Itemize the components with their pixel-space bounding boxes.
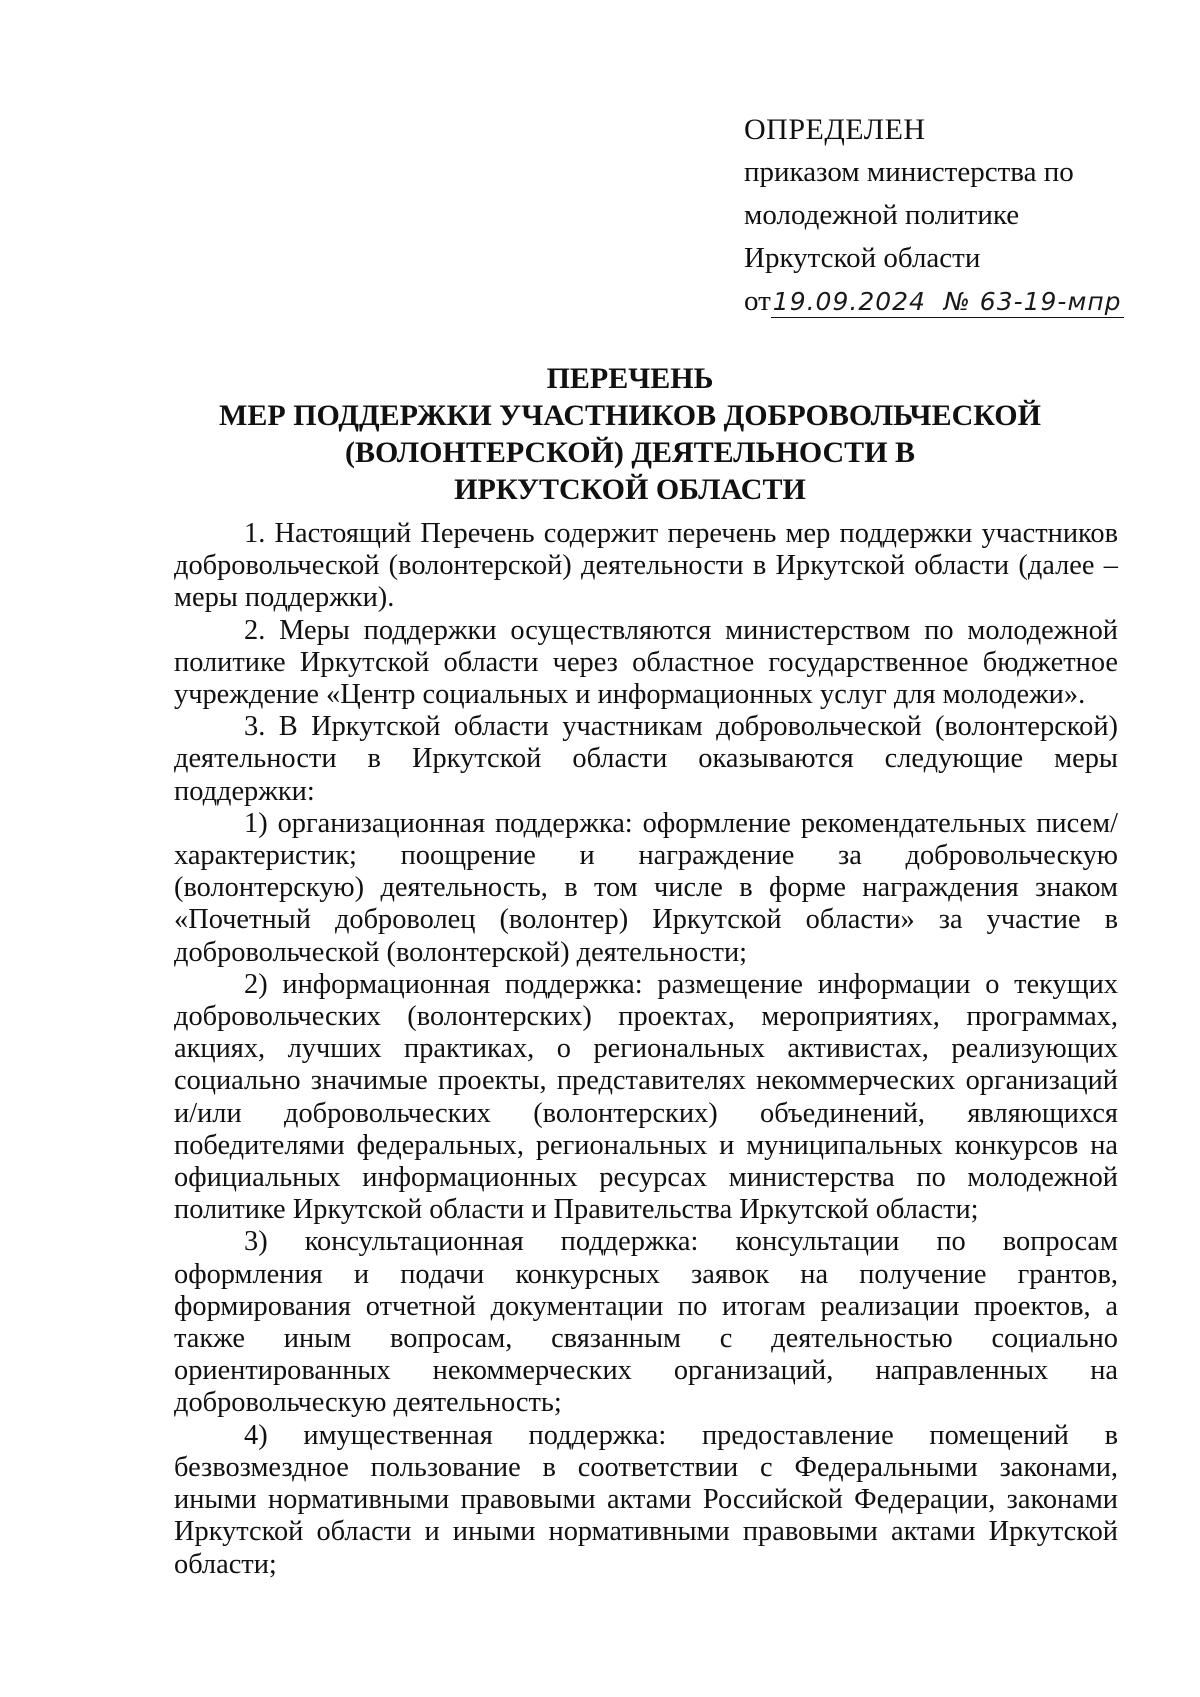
handwritten-date-value: 19.09.2024 <box>772 287 926 316</box>
paragraph-3-1: 1) организационная поддержка: оформление рекомендательных писем/характеристик; поощрение и награждение за добровольческую (волонтерскую) деятельность, в том числе в форме награждения знаком «Почетный доброволец (волонтер) Иркутской области» за участие в добровольческой (волонтерской) деятельности; <box>174 807 1118 968</box>
title-line-3: (ВОЛОНТЕРСКОЙ) ДЕЯТЕЛЬНОСТИ В <box>344 436 916 469</box>
title-line-1: ПЕРЕЧЕНЬ <box>546 362 714 395</box>
approval-date-line <box>744 280 1164 323</box>
document-body <box>174 518 1118 1581</box>
approval-heading: ОПРЕДЕЛЕН <box>744 113 926 146</box>
title-line-4: ИРКУТСКОЙ ОБЛАСТИ <box>454 473 806 506</box>
paragraph-3-3: 3) консультационная поддержка: консультации по вопросам оформления и подачи конкурсных заявок на получение грантов, формирования отчетной документации по итогам реализации проектов, а также иным вопросам, связанным с деятельностью социально ориентированных некоммерческих организаций, направленных на добровольческую деятельность; <box>174 1226 1118 1419</box>
paragraph-3-2: 2) информационная поддержка: размещение информации о текущих добровольческих (волонтерских) проектах, мероприятиях, программах, акциях, лучших практиках, о региональных активистах, реализующих социально значимые проекты, представителях некоммерческих организаций и/или добровольческих (волонтерских) объединений, являющихся победителями федеральных, региональных и муниципальных конкурсов на официальных информационных ресурсах министерства по молодежной политике Иркутской области и Правительства Иркутской области; <box>174 968 1118 1226</box>
title-line-2: МЕР ПОДДЕРЖКИ УЧАСТНИКОВ ДОБРОВОЛЬЧЕСКОЙ <box>219 399 1041 432</box>
document-title <box>150 360 1110 508</box>
approval-region-line: Иркутской области <box>744 242 981 274</box>
approval-order-line: приказом министерства по <box>744 156 1074 188</box>
approval-ministry-line: молодежной политике <box>744 199 1020 231</box>
handwritten-date <box>771 287 1124 318</box>
handwritten-order-number: № 63-19-мпр <box>943 287 1122 316</box>
paragraph-1: 1. Настоящий Перечень содержит перечень мер поддержки участников добровольческой (волонтерской) деятельности в Иркутской области (далее – меры поддержки). <box>174 518 1118 614</box>
approval-stamp <box>744 108 1164 323</box>
paragraph-3: 3. В Иркутской области участникам добровольческой (волонтерской) деятельности в Иркутской области оказываются следующие меры поддержки: <box>174 711 1118 807</box>
paragraph-2: 2. Меры поддержки осуществляются министерством по молодежной политике Иркутской области через областное государственное бюджетное учреждение «Центр социальных и информационных услуг для молодежи». <box>174 614 1118 711</box>
paragraph-3-4: 4) имущественная поддержка: предоставление помещений в безвозмездное пользование в соответствии с Федеральными законами, иными нормативными правовыми актами Российской Федерации, законами Иркутской области и иными нормативными правовыми актами Иркутской области; <box>174 1419 1118 1580</box>
date-prefix: от <box>744 285 771 317</box>
